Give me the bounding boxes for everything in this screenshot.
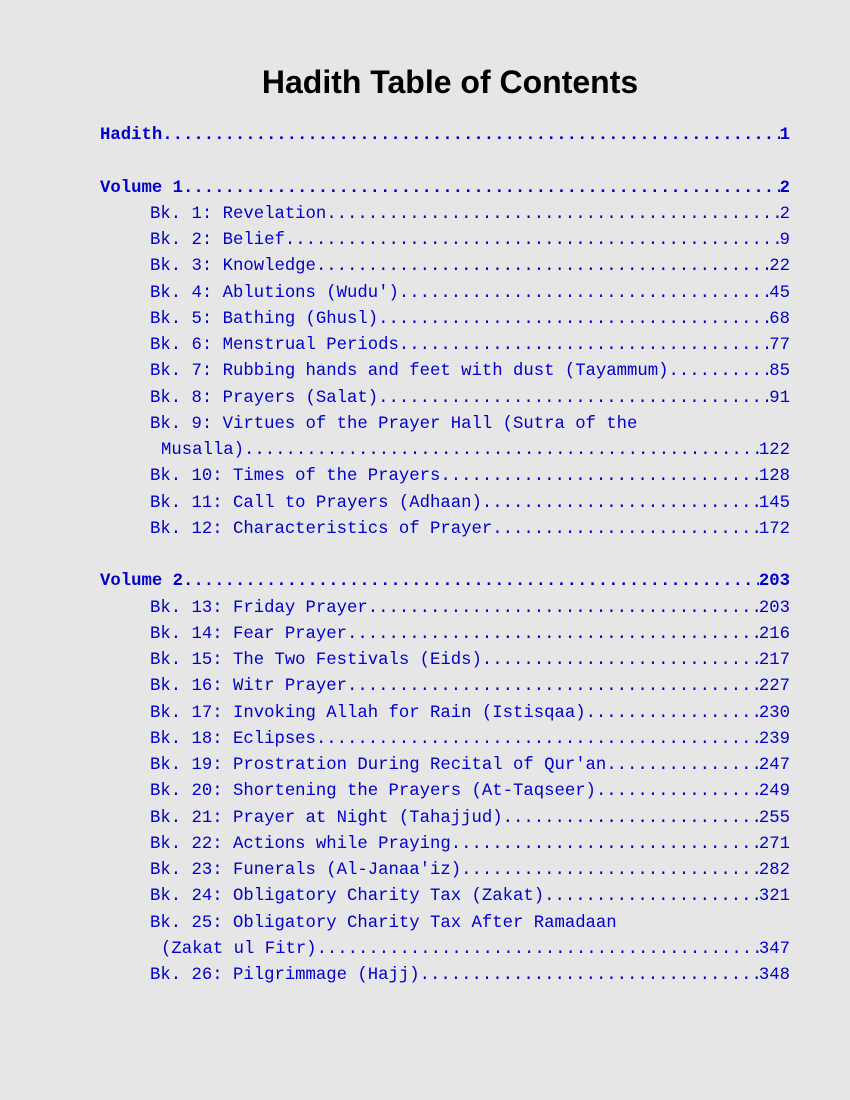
toc-page-number: 128 [758, 467, 790, 487]
toc-entry-link[interactable] [150, 202, 790, 228]
toc-entry-label: Bk. 3: Knowledge [150, 257, 316, 277]
toc-entry-label: Bk. 18: Eclipses [150, 729, 316, 749]
toc-entry-link[interactable] [150, 386, 790, 412]
dot-leader [347, 622, 759, 648]
toc-page-number: 22 [769, 257, 790, 277]
toc-entry-label: Bk. 20: Shortening the Prayers (At-Taqseer) [150, 782, 596, 802]
toc-page-number: 91 [769, 388, 790, 408]
dot-leader [451, 832, 759, 858]
dot-leader [482, 491, 759, 517]
dot-leader [399, 281, 769, 307]
toc-entry-label: Bk. 11: Call to Prayers (Adhaan) [150, 493, 482, 513]
dot-leader [378, 386, 769, 412]
toc-entry-label: Bk. 15: The Two Festivals (Eids) [150, 651, 482, 670]
dot-leader [482, 648, 759, 674]
toc-entry-link[interactable] [150, 517, 790, 543]
toc-entry-label: Bk. 24: Obligatory Charity Tax (Zakat) [150, 887, 545, 907]
toc-entry-link[interactable] [150, 359, 790, 385]
dot-leader [244, 438, 759, 464]
toc-entry-label: Bk. 5: Bathing (Ghusl) [150, 309, 379, 329]
toc-entry-link[interactable] [150, 307, 790, 333]
toc-entry-label: Bk. 19: Prostration During Recital of Qur'an [150, 756, 607, 775]
toc-page-number: 282 [758, 861, 790, 880]
dot-leader [492, 517, 759, 543]
toc-entry-label: Bk. 4: Ablutions (Wudu') [150, 283, 399, 303]
toc-page-number: 230 [758, 703, 790, 723]
toc-entry-link[interactable] [150, 963, 790, 989]
toc-spacer [100, 149, 790, 175]
toc-entry-link[interactable] [161, 937, 790, 963]
toc-section-link[interactable] [100, 569, 790, 595]
page-title: Hadith Table of Contents [261, 64, 639, 100]
toc-entry-label: Bk. 14: Fear Prayer [150, 624, 348, 644]
dot-leader [183, 569, 759, 595]
toc-page-number: 321 [758, 887, 790, 907]
toc-entry-label: Bk. 22: Actions while Praying [150, 834, 451, 854]
dot-leader [399, 333, 769, 359]
dot-leader [316, 727, 759, 753]
toc-entry-label: Volume 2 [100, 572, 183, 592]
toc-entry-link[interactable] [150, 228, 790, 254]
toc-entry-link[interactable] [150, 701, 790, 727]
toc-page-number: 217 [758, 651, 790, 670]
toc-entry-link[interactable] [150, 884, 790, 910]
toc-entry-link[interactable] [150, 806, 790, 832]
dot-leader [586, 701, 759, 727]
dot-leader [368, 596, 759, 622]
dot-leader [285, 228, 780, 254]
toc-entry-label: Bk. 10: Times of the Prayers [150, 467, 441, 487]
toc-entry-link[interactable] [150, 464, 790, 490]
toc-entry-label: Bk. 13: Friday Prayer [150, 598, 368, 618]
dot-leader [440, 464, 759, 490]
toc-page-number: 122 [758, 441, 790, 460]
toc-entry-link[interactable] [150, 674, 790, 700]
toc-entry-label: (Zakat ul Fitr) [161, 939, 317, 959]
table-of-contents [100, 123, 790, 989]
toc-section-link[interactable] [100, 176, 790, 202]
toc-entry-label: Bk. 23: Funerals (Al-Janaa'iz) [150, 861, 462, 880]
toc-page-number: 2 [779, 204, 790, 224]
toc-entry-link[interactable] [150, 911, 790, 937]
toc-entry-link[interactable] [150, 254, 790, 280]
toc-page-number: 145 [758, 493, 790, 513]
toc-page-number: 203 [758, 598, 790, 618]
toc-entry-link[interactable] [150, 753, 790, 779]
toc-page-number: 247 [758, 756, 790, 775]
toc-page-number: 68 [769, 309, 790, 329]
toc-page-number: 271 [758, 834, 790, 854]
toc-entry-label: Hadith [100, 126, 163, 145]
toc-page-number: 85 [769, 362, 790, 382]
toc-page-number: 216 [758, 624, 790, 644]
toc-page-number: 45 [769, 283, 790, 303]
dot-leader [503, 806, 759, 832]
toc-page-number: 249 [758, 782, 790, 802]
toc-page-number: 227 [758, 677, 790, 697]
dot-leader [461, 858, 759, 884]
toc-page-number: 1 [779, 126, 790, 145]
dot-leader [183, 176, 780, 202]
dot-leader [378, 307, 769, 333]
toc-entry-link[interactable] [150, 832, 790, 858]
dot-leader [544, 884, 759, 910]
toc-page-number: 2 [779, 178, 790, 198]
toc-entry-label: Volume 1 [100, 178, 183, 198]
toc-page-number: 9 [779, 231, 790, 250]
dot-leader [606, 753, 759, 779]
toc-entry-label: Bk. 7: Rubbing hands and feet with dust (Tayammum) [150, 362, 669, 382]
dot-leader [347, 674, 759, 700]
toc-entry-link[interactable] [150, 648, 790, 674]
toc-entry-link[interactable] [150, 333, 790, 359]
toc-entry-label: Bk. 2: Belief [150, 231, 285, 250]
toc-page-number: 203 [758, 572, 790, 592]
dot-leader [326, 202, 779, 228]
toc-entry-label: Bk. 26: Pilgrimmage (Hajj) [150, 966, 420, 985]
toc-entry-label: Bk. 9: Virtues of the Prayer Hall (Sutra of the [150, 414, 638, 434]
toc-entry-label: Bk. 6: Menstrual Periods [150, 336, 399, 355]
toc-entry-link[interactable] [150, 596, 790, 622]
toc-page-number: 347 [758, 939, 790, 959]
toc-page-number: 77 [769, 336, 790, 355]
toc-entry-label: Bk. 17: Invoking Allah for Rain (Istisqaa) [150, 703, 586, 723]
toc-entry-label: Bk. 21: Prayer at Night (Tahajjud) [150, 808, 503, 828]
toc-entry-link[interactable] [161, 438, 790, 464]
toc-page-number: 348 [758, 966, 790, 985]
dot-leader [317, 937, 759, 963]
toc-entry-label: Bk. 1: Revelation [150, 204, 327, 224]
toc-spacer [100, 543, 790, 569]
toc-page-number: 239 [758, 729, 790, 749]
toc-page-number: 255 [758, 808, 790, 828]
toc-section-link[interactable] [100, 123, 790, 149]
dot-leader [162, 123, 779, 149]
toc-entry-link[interactable] [150, 779, 790, 805]
dot-leader [420, 963, 759, 989]
toc-entry-label: Musalla) [161, 441, 244, 460]
toc-entry-label: Bk. 12: Characteristics of Prayer [150, 519, 493, 539]
toc-entry-link[interactable] [150, 412, 790, 438]
toc-entry-label: Bk. 8: Prayers (Salat) [150, 388, 379, 408]
toc-page-number: 172 [758, 519, 790, 539]
toc-entry-label: Bk. 25: Obligatory Charity Tax After Ramadaan [150, 913, 617, 933]
toc-entry-link[interactable] [150, 281, 790, 307]
toc-entry-label: Bk. 16: Witr Prayer [150, 677, 348, 697]
toc-entry-link[interactable] [150, 622, 790, 648]
toc-entry-link[interactable] [150, 491, 790, 517]
dot-leader [316, 254, 769, 280]
toc-entry-link[interactable] [150, 858, 790, 884]
dot-leader [596, 779, 759, 805]
dot-leader [669, 359, 770, 385]
toc-entry-link[interactable] [150, 727, 790, 753]
